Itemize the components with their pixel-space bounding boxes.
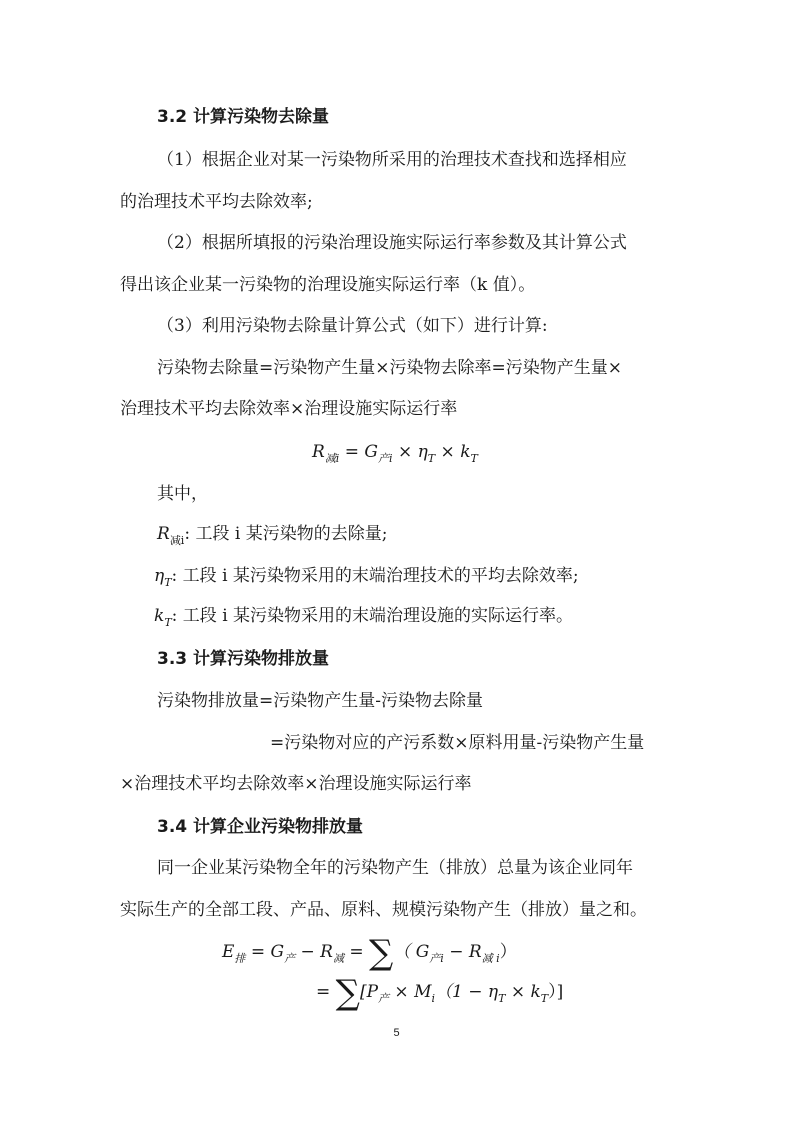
f2-symbol-P: [P — [359, 982, 379, 1002]
f1-close: ） — [499, 942, 517, 962]
f1-term-R: − R — [443, 942, 482, 962]
f1-term-G: （ G — [393, 942, 430, 962]
definition-k — [154, 604, 573, 635]
definition-eta-subscript: T — [164, 576, 172, 589]
definition-eta-text: : 工段 i 某污染物采用的末端治理技术的平均去除效率; — [171, 566, 579, 586]
f2-equals: = — [316, 982, 336, 1002]
formula-equals: = — [344, 442, 359, 462]
f2-close: ）] — [548, 982, 564, 1002]
f1-minus: − — [295, 942, 321, 962]
f2-subscript-P: 产 — [378, 992, 390, 1005]
f2-subscript-M: i — [431, 992, 436, 1005]
f1-subscript-E: 排 — [234, 952, 246, 965]
f1-term-G-subscript: 产i — [429, 952, 444, 965]
paragraph-3-3-line1: 污染物排放量=污染物产生量-污染物去除量 — [157, 691, 483, 711]
f2-eta-term: （1 − η — [435, 982, 499, 1002]
formula-symbol-R: R — [312, 442, 325, 462]
formula-times-2: × — [440, 442, 455, 462]
formula-subscript-k: T — [470, 452, 478, 465]
f2-symbol-M: × M — [389, 982, 432, 1002]
paragraph-3-2-step3: （3）利用污染物去除量计算公式（如下）进行计算: — [157, 316, 548, 336]
paragraph-3-2-step1-line1: （1）根据企业对某一污染物所采用的治理技术查找和选择相应 — [157, 150, 627, 170]
section-heading-3-4: 3.4 计算企业污染物排放量 — [157, 817, 364, 837]
definition-R-subscript: 减i — [169, 534, 185, 547]
f1-subscript-R: 减 — [332, 952, 344, 965]
where-label: 其中， — [157, 484, 208, 504]
paragraph-3-2-definition-line2: 治理技术平均去除效率×治理设施实际运行率 — [120, 399, 458, 419]
f1-symbol-E: E — [222, 942, 235, 962]
section-heading-3-3: 3.3 计算污染物排放量 — [157, 649, 330, 669]
formula-subscript-eta: T — [427, 452, 436, 465]
formula-symbol-eta: η — [417, 442, 428, 462]
paragraph-3-4-line2: 实际生产的全部工段、产品、原料、规模污染物产生（排放）量之和。 — [120, 900, 647, 920]
paragraph-3-3-line2: =污染物对应的产污系数×原料用量-污染物产生量 — [270, 733, 645, 753]
paragraph-3-4-line1: 同一企业某污染物全年的污染物产生（排放）总量为该企业同年 — [157, 858, 633, 878]
paragraph-3-2-step2-line1: （2）根据所填报的污染治理设施实际运行率参数及其计算公式 — [157, 233, 627, 253]
formula-subscript-G: 产i — [378, 452, 393, 465]
definition-R-symbol: R — [157, 524, 170, 544]
definition-eta-symbol: η — [154, 566, 165, 586]
definition-k-symbol: k — [154, 606, 165, 626]
removal-formula — [312, 440, 478, 471]
paragraph-3-2-step2-line2: 得出该企业某一污染物的治理设施实际运行率（k 值）。 — [120, 275, 536, 295]
formula-symbol-G: G — [364, 442, 378, 462]
definition-R — [157, 522, 387, 553]
f2-subscript-eta: T — [498, 992, 506, 1005]
formula-subscript-R: 减i — [324, 452, 340, 465]
f1-term-R-subscript: 减 i — [481, 952, 500, 965]
f2-sum-icon: ∑ — [335, 973, 360, 1013]
f1-equals-2: = — [343, 942, 370, 962]
paragraph-3-2-definition-line1: 污染物去除量=污染物产生量×污染物去除率=污染物产生量× — [157, 358, 622, 378]
formula-symbol-k: k — [460, 442, 471, 462]
f2-subscript-k: T — [540, 992, 549, 1005]
page-number: 5 — [393, 1027, 400, 1039]
definition-R-text: : 工段 i 某污染物的去除量; — [184, 524, 388, 544]
f1-symbol-G: G — [270, 942, 285, 962]
section-heading-3-2: 3.2 计算污染物去除量 — [157, 107, 330, 127]
f1-subscript-G: 产 — [284, 952, 296, 965]
formula-times-1: × — [397, 442, 413, 462]
definition-eta — [154, 564, 579, 595]
emission-formula-line2 — [316, 973, 564, 1013]
f1-symbol-R: R — [320, 942, 333, 962]
paragraph-3-3-line3: ×治理技术平均去除效率×治理设施实际运行率 — [120, 774, 472, 794]
definition-k-text: : 工段 i 某污染物采用的末端治理设施的实际运行率。 — [171, 606, 574, 626]
f1-sum-icon: ∑ — [369, 933, 394, 973]
definition-k-subscript: T — [164, 616, 172, 629]
emission-formula-line1 — [222, 933, 517, 973]
f1-equals-1: = — [245, 942, 271, 962]
f2-k-term: × k — [505, 982, 541, 1002]
paragraph-3-2-step1-line2: 的治理技术平均去除效率; — [120, 192, 313, 212]
